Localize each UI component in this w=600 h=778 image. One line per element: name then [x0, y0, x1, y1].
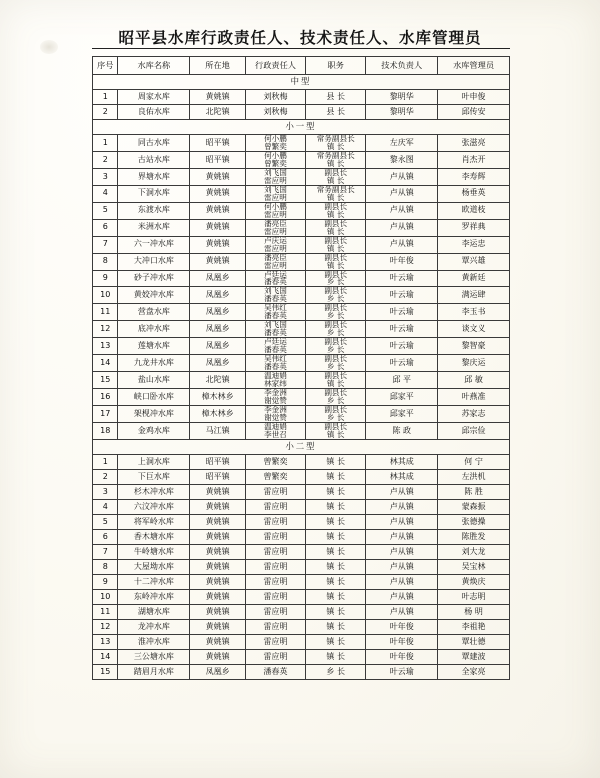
table-header-row [93, 57, 510, 75]
table-row [93, 287, 510, 304]
cell-manager: 黄焕庆 [438, 574, 510, 589]
cell-reservoir-name: 良佑水库 [118, 105, 190, 120]
cell-index: 1 [93, 454, 118, 469]
cell-reservoir-name: 六汶冲水库 [118, 499, 190, 514]
cell-location: 黄姚镇 [190, 574, 246, 589]
cell-reservoir-name: 同古水库 [118, 135, 190, 152]
cell-technical-responsible: 卢从镇 [366, 484, 438, 499]
cell-admin-responsible: 雷应明 [245, 499, 305, 514]
cell-reservoir-name: 踏眉月水库 [118, 664, 190, 679]
cell-reservoir-name: 砂子冲水库 [118, 270, 190, 287]
cell-technical-responsible: 叶云瑜 [366, 270, 438, 287]
cell-admin-responsible: 雷应明 [245, 604, 305, 619]
cell-manager: 黎庆运 [438, 355, 510, 372]
table-row [93, 372, 510, 389]
cell-technical-responsible: 叶年俊 [366, 253, 438, 270]
group-label: 中型 [93, 75, 510, 90]
cell-position: 县 长 [306, 90, 366, 105]
table-row [93, 469, 510, 484]
column-header-admin-responsible: 行政责任人 [245, 57, 305, 75]
cell-location: 昭平镇 [190, 469, 246, 484]
cell-reservoir-name: 金鸡水库 [118, 422, 190, 439]
cell-reservoir-name: 九龙井水库 [118, 355, 190, 372]
cell-location: 凤凰乡 [190, 338, 246, 355]
cell-manager: 李玉书 [438, 304, 510, 321]
cell-index: 14 [93, 355, 118, 372]
cell-technical-responsible: 卢从镇 [366, 529, 438, 544]
cell-manager: 覃壮德 [438, 634, 510, 649]
cell-position: 副县长 乡 长 [306, 270, 366, 287]
cell-technical-responsible: 卢从镇 [366, 168, 438, 185]
cell-reservoir-name: 大屋坳水库 [118, 559, 190, 574]
cell-index: 8 [93, 253, 118, 270]
group-header-row [93, 120, 510, 135]
cell-admin-responsible: 潘亮臣 雷应明 [245, 219, 305, 236]
table-row [93, 135, 510, 152]
cell-admin-responsible: 吴伟红 潘春英 [245, 304, 305, 321]
cell-manager: 覃兴雄 [438, 253, 510, 270]
cell-position: 副县长 乡 长 [306, 355, 366, 372]
cell-location: 马江镇 [190, 422, 246, 439]
cell-admin-responsible: 刘秋梅 [245, 105, 305, 120]
cell-index: 12 [93, 321, 118, 338]
cell-technical-responsible: 黎明华 [366, 90, 438, 105]
cell-index: 6 [93, 529, 118, 544]
table-row [93, 544, 510, 559]
cell-position: 副县长 乡 长 [306, 389, 366, 406]
cell-position: 副县长 镇 长 [306, 236, 366, 253]
cell-technical-responsible: 卢从镇 [366, 514, 438, 529]
table-row [93, 304, 510, 321]
table-row [93, 202, 510, 219]
cell-location: 黄姚镇 [190, 619, 246, 634]
cell-technical-responsible: 叶云瑜 [366, 304, 438, 321]
cell-admin-responsible: 何小鹏 雷应明 [245, 202, 305, 219]
cell-admin-responsible: 曾繁奕 [245, 469, 305, 484]
cell-location: 黄姚镇 [190, 219, 246, 236]
cell-index: 6 [93, 219, 118, 236]
cell-admin-responsible: 潘春英 [245, 664, 305, 679]
cell-reservoir-name: 上洞水库 [118, 454, 190, 469]
cell-position: 乡 长 [306, 664, 366, 679]
cell-reservoir-name: 下巨水库 [118, 469, 190, 484]
cell-location: 昭平镇 [190, 135, 246, 152]
table-row [93, 270, 510, 287]
cell-technical-responsible: 黎永图 [366, 151, 438, 168]
cell-reservoir-name: 米洲水库 [118, 219, 190, 236]
cell-reservoir-name: 牛岭塘水库 [118, 544, 190, 559]
cell-technical-responsible: 林其成 [366, 469, 438, 484]
cell-location: 凤凰乡 [190, 270, 246, 287]
table-row [93, 151, 510, 168]
cell-admin-responsible: 雷应明 [245, 559, 305, 574]
cell-index: 4 [93, 185, 118, 202]
cell-location: 樟木林乡 [190, 389, 246, 406]
reservoir-responsibility-table [92, 56, 510, 680]
cell-manager: 张滋亮 [438, 135, 510, 152]
cell-location: 凤凰乡 [190, 321, 246, 338]
table-row [93, 253, 510, 270]
cell-index: 1 [93, 135, 118, 152]
cell-admin-responsible: 刘飞国 潘春英 [245, 287, 305, 304]
cell-technical-responsible: 邱 平 [366, 372, 438, 389]
cell-location: 黄姚镇 [190, 253, 246, 270]
cell-manager: 李运忠 [438, 236, 510, 253]
cell-manager: 肖杰开 [438, 151, 510, 168]
cell-index: 2 [93, 105, 118, 120]
cell-admin-responsible: 雷应明 [245, 484, 305, 499]
column-header-reservoir-name: 水库名称 [118, 57, 190, 75]
cell-location: 黄姚镇 [190, 202, 246, 219]
table-row [93, 219, 510, 236]
cell-position: 镇 长 [306, 604, 366, 619]
cell-technical-responsible: 林其成 [366, 454, 438, 469]
cell-position: 常务副县长 镇 长 [306, 135, 366, 152]
cell-reservoir-name: 东渡水库 [118, 202, 190, 219]
cell-index: 9 [93, 270, 118, 287]
cell-index: 10 [93, 287, 118, 304]
cell-reservoir-name: 三公塘水库 [118, 649, 190, 664]
cell-admin-responsible: 吴伟红 潘春英 [245, 355, 305, 372]
cell-position: 镇 长 [306, 649, 366, 664]
table-row [93, 90, 510, 105]
table-body [93, 75, 510, 680]
cell-manager: 左洪机 [438, 469, 510, 484]
cell-technical-responsible: 卢从镇 [366, 574, 438, 589]
cell-manager: 李寿辉 [438, 168, 510, 185]
cell-index: 10 [93, 589, 118, 604]
cell-technical-responsible: 卢从镇 [366, 219, 438, 236]
table-row [93, 406, 510, 423]
cell-position: 镇 长 [306, 559, 366, 574]
cell-admin-responsible: 刘秋梅 [245, 90, 305, 105]
cell-index: 8 [93, 559, 118, 574]
cell-location: 昭平镇 [190, 454, 246, 469]
cell-index: 1 [93, 90, 118, 105]
column-header-position: 职务 [306, 57, 366, 75]
cell-technical-responsible: 卢从镇 [366, 604, 438, 619]
cell-manager: 何 宁 [438, 454, 510, 469]
cell-position: 镇 长 [306, 454, 366, 469]
cell-index: 18 [93, 422, 118, 439]
cell-index: 5 [93, 514, 118, 529]
cell-admin-responsible: 卢廷运 潘春英 [245, 338, 305, 355]
cell-index: 15 [93, 664, 118, 679]
cell-position: 常务副县长 镇 长 [306, 151, 366, 168]
cell-position: 镇 长 [306, 574, 366, 589]
cell-index: 3 [93, 168, 118, 185]
cell-position: 镇 长 [306, 544, 366, 559]
cell-technical-responsible: 叶云瑜 [366, 338, 438, 355]
cell-technical-responsible: 卢从镇 [366, 236, 438, 253]
cell-technical-responsible: 卢从镇 [366, 544, 438, 559]
cell-technical-responsible: 卢从镇 [366, 185, 438, 202]
cell-position: 副县长 乡 长 [306, 287, 366, 304]
cell-technical-responsible: 卢从镇 [366, 202, 438, 219]
cell-reservoir-name: 底冲水库 [118, 321, 190, 338]
cell-admin-responsible: 潘亮臣 雷应明 [245, 253, 305, 270]
cell-reservoir-name: 大冲口水库 [118, 253, 190, 270]
cell-admin-responsible: 雷应明 [245, 619, 305, 634]
cell-manager: 邱 敏 [438, 372, 510, 389]
cell-manager: 蒙森振 [438, 499, 510, 514]
cell-location: 黄姚镇 [190, 514, 246, 529]
cell-manager: 满运肆 [438, 287, 510, 304]
cell-reservoir-name: 营盘水库 [118, 304, 190, 321]
cell-location: 凤凰乡 [190, 355, 246, 372]
cell-index: 2 [93, 151, 118, 168]
cell-index: 13 [93, 634, 118, 649]
cell-manager: 邱宗俭 [438, 422, 510, 439]
cell-manager: 刘大龙 [438, 544, 510, 559]
cell-manager: 黄新廷 [438, 270, 510, 287]
page-title: 昭平县水库行政责任人、技术责任人、水库管理员 [118, 28, 482, 47]
cell-reservoir-name: 将军岭水库 [118, 514, 190, 529]
cell-manager: 杨 明 [438, 604, 510, 619]
cell-position: 副县长 镇 长 [306, 202, 366, 219]
table-row [93, 664, 510, 679]
cell-position: 镇 长 [306, 589, 366, 604]
cell-reservoir-name: 周家水库 [118, 90, 190, 105]
cell-admin-responsible: 卢廷运 潘春英 [245, 270, 305, 287]
cell-position: 副县长 乡 长 [306, 338, 366, 355]
cell-location: 黄姚镇 [190, 236, 246, 253]
cell-technical-responsible: 叶云瑜 [366, 664, 438, 679]
cell-manager: 杨垂英 [438, 185, 510, 202]
cell-position: 副县长 乡 长 [306, 304, 366, 321]
cell-location: 凤凰乡 [190, 304, 246, 321]
cell-manager: 全家亮 [438, 664, 510, 679]
table-row [93, 514, 510, 529]
cell-index: 15 [93, 372, 118, 389]
cell-position: 副县长 镇 长 [306, 422, 366, 439]
cell-technical-responsible: 邱家平 [366, 406, 438, 423]
cell-technical-responsible: 叶年俊 [366, 634, 438, 649]
cell-reservoir-name: 杉木冲水库 [118, 484, 190, 499]
cell-manager: 叶申俊 [438, 90, 510, 105]
cell-technical-responsible: 叶年俊 [366, 619, 438, 634]
cell-technical-responsible: 叶云瑜 [366, 321, 438, 338]
table-row [93, 634, 510, 649]
cell-location: 凤凰乡 [190, 287, 246, 304]
cell-location: 黄姚镇 [190, 589, 246, 604]
cell-manager: 叶志明 [438, 589, 510, 604]
cell-manager: 李祖艳 [438, 619, 510, 634]
table-row [93, 338, 510, 355]
cell-admin-responsible: 温迪娟 李世召 [245, 422, 305, 439]
cell-location: 黄姚镇 [190, 185, 246, 202]
cell-location: 黄姚镇 [190, 649, 246, 664]
cell-position: 副县长 乡 长 [306, 406, 366, 423]
cell-admin-responsible: 曾繁奕 [245, 454, 305, 469]
cell-reservoir-name: 峡口卧水库 [118, 389, 190, 406]
cell-index: 16 [93, 389, 118, 406]
cell-position: 镇 长 [306, 529, 366, 544]
cell-admin-responsible: 刘飞国 潘春英 [245, 321, 305, 338]
cell-admin-responsible: 李金洲 谢觉赞 [245, 406, 305, 423]
cell-location: 黄姚镇 [190, 604, 246, 619]
group-label: 小二型 [93, 439, 510, 454]
cell-admin-responsible: 雷应明 [245, 649, 305, 664]
cell-location: 北陀镇 [190, 372, 246, 389]
table-row [93, 604, 510, 619]
cell-admin-responsible: 李金洲 谢觉赞 [245, 389, 305, 406]
column-header-technical-responsible: 技术负责人 [366, 57, 438, 75]
cell-manager: 叶燕准 [438, 389, 510, 406]
cell-reservoir-name: 十二冲水库 [118, 574, 190, 589]
cell-position: 副县长 镇 长 [306, 372, 366, 389]
cell-admin-responsible: 雷应明 [245, 634, 305, 649]
cell-position: 镇 长 [306, 484, 366, 499]
cell-reservoir-name: 架枧冲水库 [118, 406, 190, 423]
cell-position: 副县长 镇 长 [306, 219, 366, 236]
cell-reservoir-name: 古站水库 [118, 151, 190, 168]
cell-technical-responsible: 卢从镇 [366, 589, 438, 604]
cell-technical-responsible: 黎明华 [366, 105, 438, 120]
cell-admin-responsible: 何小鹏 曾繁奕 [245, 135, 305, 152]
cell-technical-responsible: 邱家平 [366, 389, 438, 406]
cell-index: 5 [93, 202, 118, 219]
table-row [93, 105, 510, 120]
cell-reservoir-name: 淮冲水库 [118, 634, 190, 649]
column-header-index: 序号 [93, 57, 118, 75]
cell-reservoir-name: 湖塘水库 [118, 604, 190, 619]
cell-admin-responsible: 雷应明 [245, 589, 305, 604]
table-row [93, 484, 510, 499]
cell-admin-responsible: 刘飞国 雷应明 [245, 185, 305, 202]
group-label: 小一型 [93, 120, 510, 135]
cell-manager: 陈胜发 [438, 529, 510, 544]
cell-reservoir-name: 六一冲水库 [118, 236, 190, 253]
table-row [93, 589, 510, 604]
cell-reservoir-name: 黄姣冲水库 [118, 287, 190, 304]
cell-position: 镇 长 [306, 499, 366, 514]
group-header-row [93, 439, 510, 454]
table-row [93, 454, 510, 469]
cell-manager: 谈文义 [438, 321, 510, 338]
cell-position: 镇 长 [306, 634, 366, 649]
cell-admin-responsible: 卢庆运 雷应明 [245, 236, 305, 253]
column-header-manager: 水库管理员 [438, 57, 510, 75]
cell-location: 昭平镇 [190, 151, 246, 168]
cell-technical-responsible: 叶年俊 [366, 649, 438, 664]
cell-index: 9 [93, 574, 118, 589]
group-header-row [93, 75, 510, 90]
cell-reservoir-name: 下洞水库 [118, 185, 190, 202]
cell-location: 黄姚镇 [190, 544, 246, 559]
cell-admin-responsible: 雷应明 [245, 514, 305, 529]
cell-position: 副县长 镇 长 [306, 168, 366, 185]
cell-admin-responsible: 刘飞国 雷应明 [245, 168, 305, 185]
cell-reservoir-name: 香木塘水库 [118, 529, 190, 544]
cell-reservoir-name: 东岭冲水库 [118, 589, 190, 604]
table-row [93, 649, 510, 664]
title-underline [92, 48, 510, 49]
cell-position: 常务副县长 镇 长 [306, 185, 366, 202]
cell-admin-responsible: 温迪娟 林家纬 [245, 372, 305, 389]
cell-index: 4 [93, 499, 118, 514]
cell-position: 县 长 [306, 105, 366, 120]
cell-index: 14 [93, 649, 118, 664]
cell-location: 黄姚镇 [190, 499, 246, 514]
cell-index: 17 [93, 406, 118, 423]
cell-reservoir-name: 龙冲水库 [118, 619, 190, 634]
cell-admin-responsible: 雷应明 [245, 529, 305, 544]
cell-location: 黄姚镇 [190, 634, 246, 649]
cell-manager: 邱传安 [438, 105, 510, 120]
cell-location: 黄姚镇 [190, 529, 246, 544]
cell-location: 黄姚镇 [190, 484, 246, 499]
cell-index: 7 [93, 236, 118, 253]
cell-technical-responsible: 左庆军 [366, 135, 438, 152]
table-row [93, 389, 510, 406]
cell-manager: 覃建波 [438, 649, 510, 664]
table-row [93, 499, 510, 514]
cell-index: 13 [93, 338, 118, 355]
cell-position: 镇 长 [306, 469, 366, 484]
cell-index: 11 [93, 304, 118, 321]
cell-manager: 陈 胜 [438, 484, 510, 499]
cell-technical-responsible: 叶云瑜 [366, 287, 438, 304]
table-row [93, 422, 510, 439]
table-row [93, 619, 510, 634]
cell-technical-responsible: 叶云瑜 [366, 355, 438, 372]
cell-manager: 罗祥典 [438, 219, 510, 236]
cell-reservoir-name: 莲塘水库 [118, 338, 190, 355]
cell-location: 黄姚镇 [190, 559, 246, 574]
cell-location: 樟木林乡 [190, 406, 246, 423]
cell-position: 副县长 镇 长 [306, 253, 366, 270]
table-row [93, 529, 510, 544]
cell-index: 7 [93, 544, 118, 559]
table-row [93, 236, 510, 253]
cell-position: 副县长 乡 长 [306, 321, 366, 338]
cell-manager: 黎智豪 [438, 338, 510, 355]
cell-index: 2 [93, 469, 118, 484]
cell-index: 11 [93, 604, 118, 619]
cell-technical-responsible: 卢从镇 [366, 559, 438, 574]
cell-manager: 吴宝林 [438, 559, 510, 574]
cell-reservoir-name: 盐山水库 [118, 372, 190, 389]
cell-index: 3 [93, 484, 118, 499]
table-row [93, 559, 510, 574]
cell-admin-responsible: 何小鹏 曾繁奕 [245, 151, 305, 168]
cell-technical-responsible: 卢从镇 [366, 499, 438, 514]
cell-location: 黄姚镇 [190, 90, 246, 105]
table-row [93, 168, 510, 185]
table-row [93, 185, 510, 202]
cell-position: 镇 长 [306, 619, 366, 634]
table-row [93, 321, 510, 338]
cell-index: 12 [93, 619, 118, 634]
table-row [93, 355, 510, 372]
cell-reservoir-name: 界塘水库 [118, 168, 190, 185]
cell-location: 北陀镇 [190, 105, 246, 120]
cell-location: 凤凰乡 [190, 664, 246, 679]
cell-technical-responsible: 陈 政 [366, 422, 438, 439]
cell-admin-responsible: 雷应明 [245, 574, 305, 589]
table-row [93, 574, 510, 589]
cell-manager: 张德操 [438, 514, 510, 529]
cell-admin-responsible: 雷应明 [245, 544, 305, 559]
column-header-location: 所在地 [190, 57, 246, 75]
cell-manager: 欧道枝 [438, 202, 510, 219]
cell-manager: 苏家志 [438, 406, 510, 423]
cell-position: 镇 长 [306, 514, 366, 529]
cell-location: 黄姚镇 [190, 168, 246, 185]
